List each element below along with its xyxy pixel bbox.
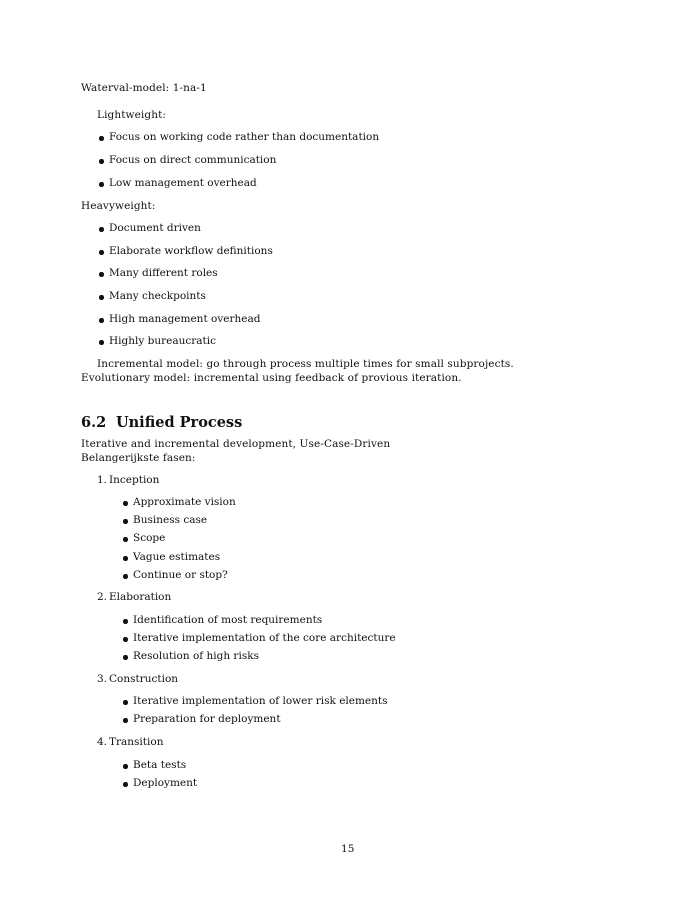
bullet-icon [99, 318, 104, 323]
bullet-icon [99, 182, 104, 187]
bullet-icon [123, 637, 128, 642]
bullet-icon [123, 764, 128, 769]
lightweight-heading: Lightweight: [97, 109, 167, 121]
list-item: Identification of most requirements [133, 614, 323, 626]
list-item: Elaborate workflow definitions [109, 245, 273, 257]
list-item: High management overhead [109, 313, 261, 325]
bullet-icon [123, 700, 128, 705]
bullet-icon [99, 227, 104, 232]
list-item: Continue or stop? [133, 569, 228, 581]
bullet-icon [123, 519, 128, 524]
list-item: Low management overhead [109, 177, 257, 189]
bullet-icon [123, 556, 128, 561]
bullet-icon [123, 655, 128, 660]
bullet-icon [123, 574, 128, 579]
section-number: 6.2 [81, 414, 107, 431]
bullet-icon [123, 501, 128, 506]
bullet-icon [99, 250, 104, 255]
list-item: Iterative implementation of the core architecture [133, 632, 396, 644]
bullet-icon [99, 340, 104, 345]
page-number: 15 [341, 843, 355, 855]
bullet-icon [123, 537, 128, 542]
list-item: Many checkpoints [109, 290, 206, 302]
evolutionary-model-text: Evolutionary model: incremental using feedback of provious iteration. [81, 372, 462, 384]
incremental-model-text: Incremental model: go through process multiple times for small subprojects. [97, 358, 514, 370]
phase-number: 4. [97, 736, 108, 748]
list-item: Document driven [109, 222, 201, 234]
phase-name: Elaboration [109, 591, 172, 603]
list-item: Many different roles [109, 267, 218, 279]
bullet-icon [123, 782, 128, 787]
list-item: Iterative implementation of lower risk elements [133, 695, 388, 707]
list-item: Approximate vision [133, 496, 236, 508]
list-item: Highly bureaucratic [109, 335, 216, 347]
section-title: Unified Process [116, 414, 243, 431]
bullet-icon [99, 295, 104, 300]
section-phases-label: Belangerijkste fasen: [81, 452, 196, 464]
list-item: Deployment [133, 777, 198, 789]
phase-number: 2. [97, 591, 108, 603]
list-item: Focus on direct communication [109, 154, 277, 166]
phase-name: Transition [109, 736, 164, 748]
bullet-icon [99, 136, 104, 141]
list-item: Focus on working code rather than documentation [109, 131, 380, 143]
bullet-icon [123, 619, 128, 624]
waterfall-line: Waterval-model: 1-na-1 [81, 82, 207, 94]
list-item: Vague estimates [133, 551, 221, 563]
list-item: Scope [133, 532, 166, 544]
phase-name: Inception [109, 474, 160, 486]
bullet-icon [99, 272, 104, 277]
phase-number: 1. [97, 474, 108, 486]
list-item: Resolution of high risks [133, 650, 259, 662]
phase-name: Construction [109, 673, 179, 685]
heavyweight-heading: Heavyweight: [81, 200, 156, 212]
bullet-icon [99, 159, 104, 164]
bullet-icon [123, 718, 128, 723]
list-item: Preparation for deployment [133, 713, 281, 725]
section-intro-line: Iterative and incremental development, Use-Case-Driven [81, 438, 391, 450]
list-item: Beta tests [133, 759, 187, 771]
phase-number: 3. [97, 673, 108, 685]
list-item: Business case [133, 514, 208, 526]
